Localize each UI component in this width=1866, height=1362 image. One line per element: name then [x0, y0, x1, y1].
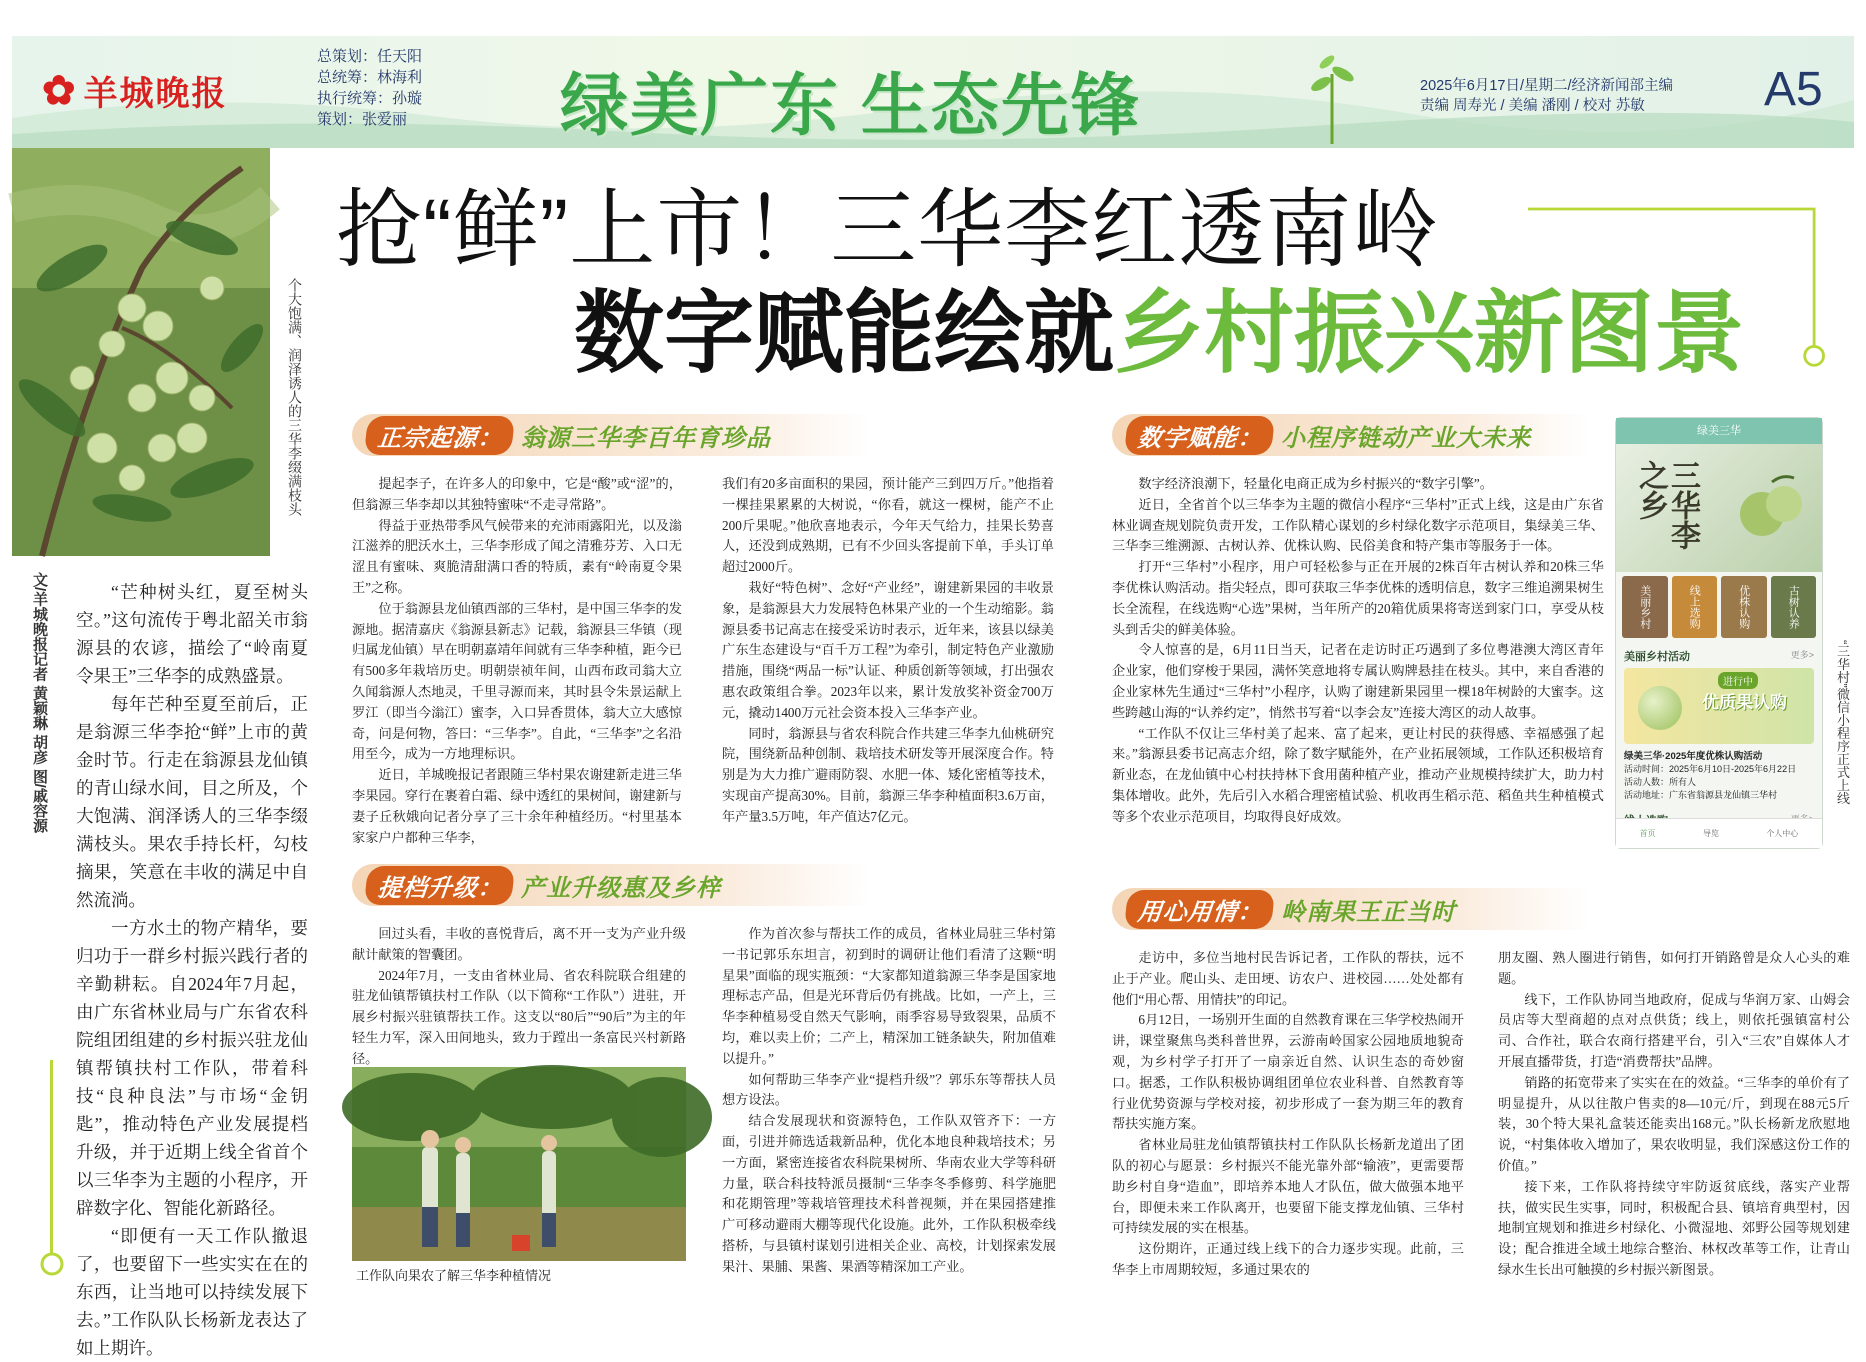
paragraph: 近日，全省首个以三华李为主题的微信小程序“三华村”正式上线，这是由广东省林业调查规划院负责开发，工作队精心谋划的乡村绿化数字示范项目，集绿美三华、三华李三维溯源、古树认养、优株认购、民俗美食和特产集市等服务于一体。: [1112, 496, 1604, 554]
article-column: [1112, 474, 1604, 828]
paragraph: 如何帮助三华李产业“提档升级”？郭乐东等帮扶人员想方设法。: [722, 1071, 1056, 1108]
status-badge: 进行中: [1718, 672, 1758, 689]
activity-line: 活动人数：所有人: [1624, 777, 1697, 787]
paragraph: 得益于亚热带季风气候带来的充沛雨露阳光，以及滃江滋养的肥沃水土，三华李形成了闻之清雅芬芳、入口无涩且有蜜味、爽脆清甜满口香的特质，素有“岭南夏令果王”之称。: [352, 517, 682, 595]
section-key: 用心用情：: [1124, 890, 1275, 929]
lead-paragraph: 一方水土的物产精华，要归功于一群乡村振兴践行者的辛勤耕耘。自2024年7月起，由广东省林业局与广东省农科院组团组建的乡村振兴驻龙仙镇帮镇扶村工作队，带着科技“良种良法”与市场“金钥匙”，推动特色产业发展提档升级，并于近期上线全省首个以三华李为主题的小程序，开辟数字化、智能化新路径。: [76, 918, 308, 1218]
tile-online-shop[interactable]: 线上选购: [1672, 576, 1718, 638]
paragraph: 栽好“特色树”、念好“产业经”，谢建新果园的丰收景象，是翁源县大力发展特色林果产业的一个生动缩影。翁源县委书记高志在接受采访时表示，近年来，该县以绿美广东生态建设与“百千万工程”为牵引，制定特色产业激励措施，围绕“两品一标”认证、种质创新等领域，打出强农惠农政策组合拳。2023年以来，累计发放奖补资金700万元，撬动1400万元社会资本投入三华李产业。: [722, 579, 1054, 720]
page-number: A5: [1764, 63, 1823, 116]
paragraph: 令人惊喜的是，6月11日当天，记者在走访时正巧遇到了多位粤港澳大湾区青年企业家，他们穿梭于果园，满怀笑意地将专属认购牌悬挂在枝头。其中，来自香港的企业家林先生通过“三华村”小程序，认购了谢建新果园里一棵18年树龄的大蜜李。这些跨越山海的“认养约定”，悄然书写着“以李会友”连接大湾区的动人故事。: [1112, 642, 1604, 720]
activity-title: 绿美三华·2025年度优株认购活动: [1624, 751, 1763, 762]
credit-line: 执行统筹：孙璇: [317, 90, 423, 107]
paragraph: 结合发展现状和资源特色，工作队双管齐下：一方面，引进并筛选适栽新品种，优化本地良种栽培技术；另一方面，紧密连接省农科院果树所、华南农业大学等科研力量，联合科技特派员摄制“三华李冬季修剪、科学施肥和花期管理”等栽培管理技术科普视频，并在果园搭建推广可移动避雨大棚等现代化设施。此外，工作队积极牵线搭桥，与县镇村谋划引进相关企业、高校，计划探索发展果汁、果脯、果酱、果酒等精深加工产业。: [722, 1113, 1056, 1274]
section-title: 岭南果王正当时: [1281, 898, 1456, 926]
paragraph: 位于翁源县龙仙镇西部的三华村，是中国三华李的发源地。据清嘉庆《翁源县新志》记载，翁源县三华镇（现归属龙仙镇）早在明朝嘉靖年间就有三华李种植，距今已有500多年栽培历史。明朝崇祯年间，山西布政司翁大立久闻翁源人杰地灵，千里寻源而来，其时县令朱景运献上罗江（即当今滃江）蜜李，入口异香贯体，翁大立大感惊奇，问是何物，答曰：“三华李”。自此，“三华李”之名沿用至今，成为一方地理标识。: [352, 600, 682, 762]
paragraph: 数字经济浪潮下，轻量化电商正成为乡村振兴的“数字引擎”。: [1138, 476, 1493, 491]
lead-paragraph: “芒种树头红，夏至树头空。”这句流传于粤北韶关市翁源县的农谚，描绘了“岭南夏令果王”三华李的成熟盛景。: [76, 582, 308, 686]
promo-card[interactable]: [1624, 668, 1814, 744]
section-header-origin: [352, 414, 872, 456]
section-key: 提档升级：: [364, 866, 515, 905]
paragraph: 打开“三华村”小程序，用户可轻松参与正在开展的2株百年古树认养和20株三华李优株认购活动。指尖轻点，即可获取三华李优株的透明信息，数字三维追溯果树生长全流程，在线选购“心选”果树，当年所产的20箱优质果将寄送到家门口，享受从枝头到舌尖的鲜美体验。: [1112, 559, 1604, 637]
lead-paragraph: “即便有一天工作队撤退了，也要留下一些实实在在的东西，让当地可以持续发展下去。”工作队队长杨新龙表达了如上期许。: [76, 1226, 308, 1358]
credit-line: 总策划：任天阳: [317, 48, 423, 65]
article-column: [1498, 948, 1850, 1281]
section-key: 正宗起源：: [364, 416, 515, 455]
fruit-icon: [1638, 686, 1682, 730]
paragraph: 线下，工作队协同当地政府，促成与华润万家、山姆会员店等大型商超的点对点供货；线上，则依托强镇富村公司、合作社，联合农商行搭建平台，引入“三农”自媒体人才开展直播带货，打造“消费帮扶”品牌。: [1498, 991, 1850, 1069]
column-slogan: 绿美广东 生态先锋: [560, 68, 1141, 144]
tile-plant-adopt[interactable]: 优株认购: [1721, 576, 1767, 638]
section-header-upgrade: [352, 864, 872, 906]
more-link[interactable]: 更多>: [1790, 650, 1814, 660]
byline: 文/羊城晚报记者 黄颖琳 胡彦 图/戚容源: [31, 572, 48, 833]
article-column: [352, 474, 682, 848]
activity-info: [1616, 746, 1822, 806]
promo-title: 优质果认购: [1702, 693, 1787, 712]
headline-main: 抢“鲜”上市！三华李红透南岭: [336, 182, 1440, 278]
left-divider-line: [50, 1060, 53, 1264]
masthead-banner: [12, 36, 1854, 148]
credit-line: 策划：张爱丽: [317, 111, 408, 128]
section-title: 产业升级惠及乡梓: [521, 874, 721, 902]
article-column: [352, 924, 686, 1070]
logo-text: 羊城晚报: [83, 76, 228, 113]
paragraph: 朋友圈、熟人圈进行销售，如何打开销路曾是众人心头的难题。: [1498, 950, 1850, 986]
plum-tree-photo: [12, 148, 270, 556]
dateline: [1420, 76, 1673, 116]
date-text: 2025年6月17日/星期二/经济新闻部主编: [1420, 78, 1674, 94]
tile-beautiful-village[interactable]: 美丽乡村: [1622, 576, 1668, 638]
editors-text: 责编 周寿光 / 美编 潘刚 / 校对 苏敏: [1420, 98, 1645, 114]
paragraph: 省林业局驻龙仙镇帮镇扶村工作队队长杨新龙道出了团队的初心与愿景：乡村振兴不能光靠外部“输液”，更需要帮助乡村自身“造血”，即培养本地人才队伍，做大做强本地平台，即便未来工作队离开，也要留下能支撑龙仙镇、三华村可持续发展的实在根基。: [1112, 1137, 1464, 1236]
line-end-circle: [38, 1250, 66, 1278]
farm-visit-photo: [352, 1067, 686, 1261]
paragraph: 近日，羊城晚报记者跟随三华村果农谢建新走进三华李果园。穿行在裹着白霜、绿中透红的果树间，谢建新与妻子丘秋娥向记者分享了三十余年种植经历。“村里基本家家户户都种三华李，: [352, 767, 682, 845]
tab-profile[interactable]: 个人中心: [1766, 829, 1799, 838]
row-title: 美丽乡村活动: [1624, 651, 1690, 663]
headline-sub-black: 数字赋能绘就: [574, 284, 1114, 384]
lead-paragraph: 每年芒种至夏至前后，正是翁源三华李抢“鲜”上市的黄金时节。行走在翁源县龙仙镇的青山绿水间，目之所及，个大饱满、润泽诱人的三华李缀满枝头。果农手持长杆，勾枝摘果，笑意在丰收的满足中自然流淌。: [76, 694, 308, 910]
mini-program-tabbar: [1616, 818, 1822, 848]
paragraph: 销路的拓宽带来了实实在在的效益。“三华李的单价有了明显提升，从以往散户售卖的8—10元/斤，到现在88元5斤装，30个特大果礼盒装还能卖出168元。”队长杨新龙欣慰地说，“村集体收入增加了，果农收明显，我们深感这份工作的价值。”: [1498, 1074, 1850, 1173]
tab-home[interactable]: 首页: [1639, 829, 1656, 838]
activity-line: 活动地址：广东省翁源县龙仙镇三华村: [1624, 790, 1778, 800]
paragraph: 回过头看，丰收的喜悦背后，离不开一支为产业升级献计献策的智囊团。: [352, 926, 686, 962]
paragraph: 6月12日，一场别开生面的自然教育课在三华学校热闹开讲，课堂聚焦鸟类科普世界，云游南岭国家公园地质地貌奇观，为乡村学子打开了一扇亲近自然、认识生态的奇妙窗口。据悉，工作队积极协调组团单位农业科普、自然教育等行业优势资源与学校对接，初步形成了一套为期三年的教育帮扶实施方案。: [1112, 1012, 1464, 1132]
photo-caption: 工作队向果农了解三华李种植情况: [356, 1268, 552, 1283]
paragraph: 同时，翁源县与省农科院合作共建三华李九仙桃研究院，围绕新品种创制、栽培技术研发等开展深度合作。特别是为大力推广避雨防裂、水肥一体、矮化密植等技术，实现亩产提高30%。目前，翁源三华李种植面积3.6万亩，年产量3.5万吨，年产值达7亿元。: [722, 725, 1054, 824]
article-column: [1112, 948, 1464, 1281]
paragraph: 我们有20多亩面积的果园，预计能产三到四万斤。”他指着一棵挂果累累的大树说，“你看，就这一棵树，能产不止200斤果呢。”他欣喜地表示，今年天气给力，挂果长势喜人，还没到成熟期，已有不少回头客提前下单，手头订单超过2000斤。: [722, 476, 1054, 575]
paragraph: 接下来，工作队将持续守牢防返贫底线，落实产业帮扶，做实民生实事，同时，积极配合县、镇培育典型村，因地制宜规划和推进乡村绿化、小微湿地、郊野公园等规划建设；配合推进全域土地综合整治、林权改革等工作，让青山绿水生长出可触摸的乡村振兴新图景。: [1498, 1178, 1850, 1277]
section-title: 翁源三华李百年育珍品: [521, 424, 771, 452]
lead-text: [76, 578, 308, 1362]
tab-guide[interactable]: 导览: [1702, 829, 1719, 838]
paragraph: 作为首次参与帮扶工作的成员，省林业局驻三华村第一书记郭乐东坦言，初到时的调研让他们看清了这颗“明星果”面临的现实瓶颈：“大家都知道翁源三华李是国家地理标志产品，但是光环背后仍有挑战。比如，一产上，三华李种植易受自然天气影响，雨季容易导致裂果，品质不均，难以卖上价；二产上，精深加工链条缺失，附加值难以提升。”: [722, 926, 1056, 1066]
paragraph: 这份期许，正通过线上线下的合力逐步实现。此前，三华李上市周期较短，多通过果农的: [1112, 1241, 1464, 1277]
newspaper-logo: [42, 66, 228, 115]
article-column: [722, 924, 1056, 1278]
section-header-digital: [1112, 414, 1592, 456]
headline-bracket-decoration: [1528, 204, 1848, 374]
section-key: 数字赋能：: [1124, 416, 1275, 455]
credit-line: 总统筹：林海利: [317, 69, 423, 86]
mini-program-screenshot: [1615, 417, 1823, 849]
planning-credits: [317, 46, 422, 130]
section-header-care: [1112, 888, 1592, 930]
plum-icon: [1722, 464, 1812, 554]
mini-program-menu: [1616, 572, 1822, 642]
flower-logo-icon: ✿: [42, 68, 78, 113]
tile-ancient-tree[interactable]: 古树认养: [1771, 576, 1817, 638]
section-title: 小程序链动产业大未来: [1281, 424, 1531, 452]
paragraph: “工作队不仅让三华村美了起来、富了起来，更让村民的获得感、幸福感强了起来。”翁源县委书记高志介绍，除了数字赋能外，在产业拓展领域，工作队还积极培育新业态，在龙仙镇中心村扶持林下食用菌种植产业，推动产业规模持续扩大，助力村集体增收。此外，先后引入水稻合理密植试验、机收再生稻示范、稻鱼共生种植模式等多个农业示范项目，均取得良好成效。: [1112, 725, 1604, 824]
paragraph: 2024年7月，一支由省林业局、省农科院联合组建的驻龙仙镇帮镇扶村工作队（以下简称“工作队”）进驻，开展乡村振兴驻镇帮扶工作。这支以“80后”“90后”为主的年轻生力军，深入田间地头，致力于蹚出一条富民兴村新路径。: [352, 967, 686, 1066]
hero-calligraphy: 三华李之乡: [1634, 460, 1699, 550]
photo-caption: 个大饱满、润泽诱人的三华李缀满枝头: [287, 278, 303, 516]
mini-program-title: 绿美三华: [1616, 418, 1822, 444]
activity-line: 活动时间：2025年6月10日-2025年6月22日: [1624, 764, 1797, 774]
row-header: [1616, 642, 1822, 666]
paragraph: 提起李子，在许多人的印象中，它是“酸”或“涩”的，但翁源三华李却以其独特蜜味“不走寻常路”。: [352, 476, 682, 512]
paragraph: 走访中，多位当地村民告诉记者，工作队的帮扶，远不止于产业。爬山头、走田埂、访农户、进校园……处处都有他们“用心帮、用情扶”的印记。: [1112, 950, 1464, 1007]
article-column: [722, 474, 1054, 828]
headline-sub-green: 乡村振兴新图景: [1114, 284, 1744, 384]
phone-caption: “三华村”微信小程序正式上线: [1835, 640, 1850, 805]
sprout-icon: [1297, 44, 1367, 144]
mini-program-hero: [1616, 444, 1822, 572]
